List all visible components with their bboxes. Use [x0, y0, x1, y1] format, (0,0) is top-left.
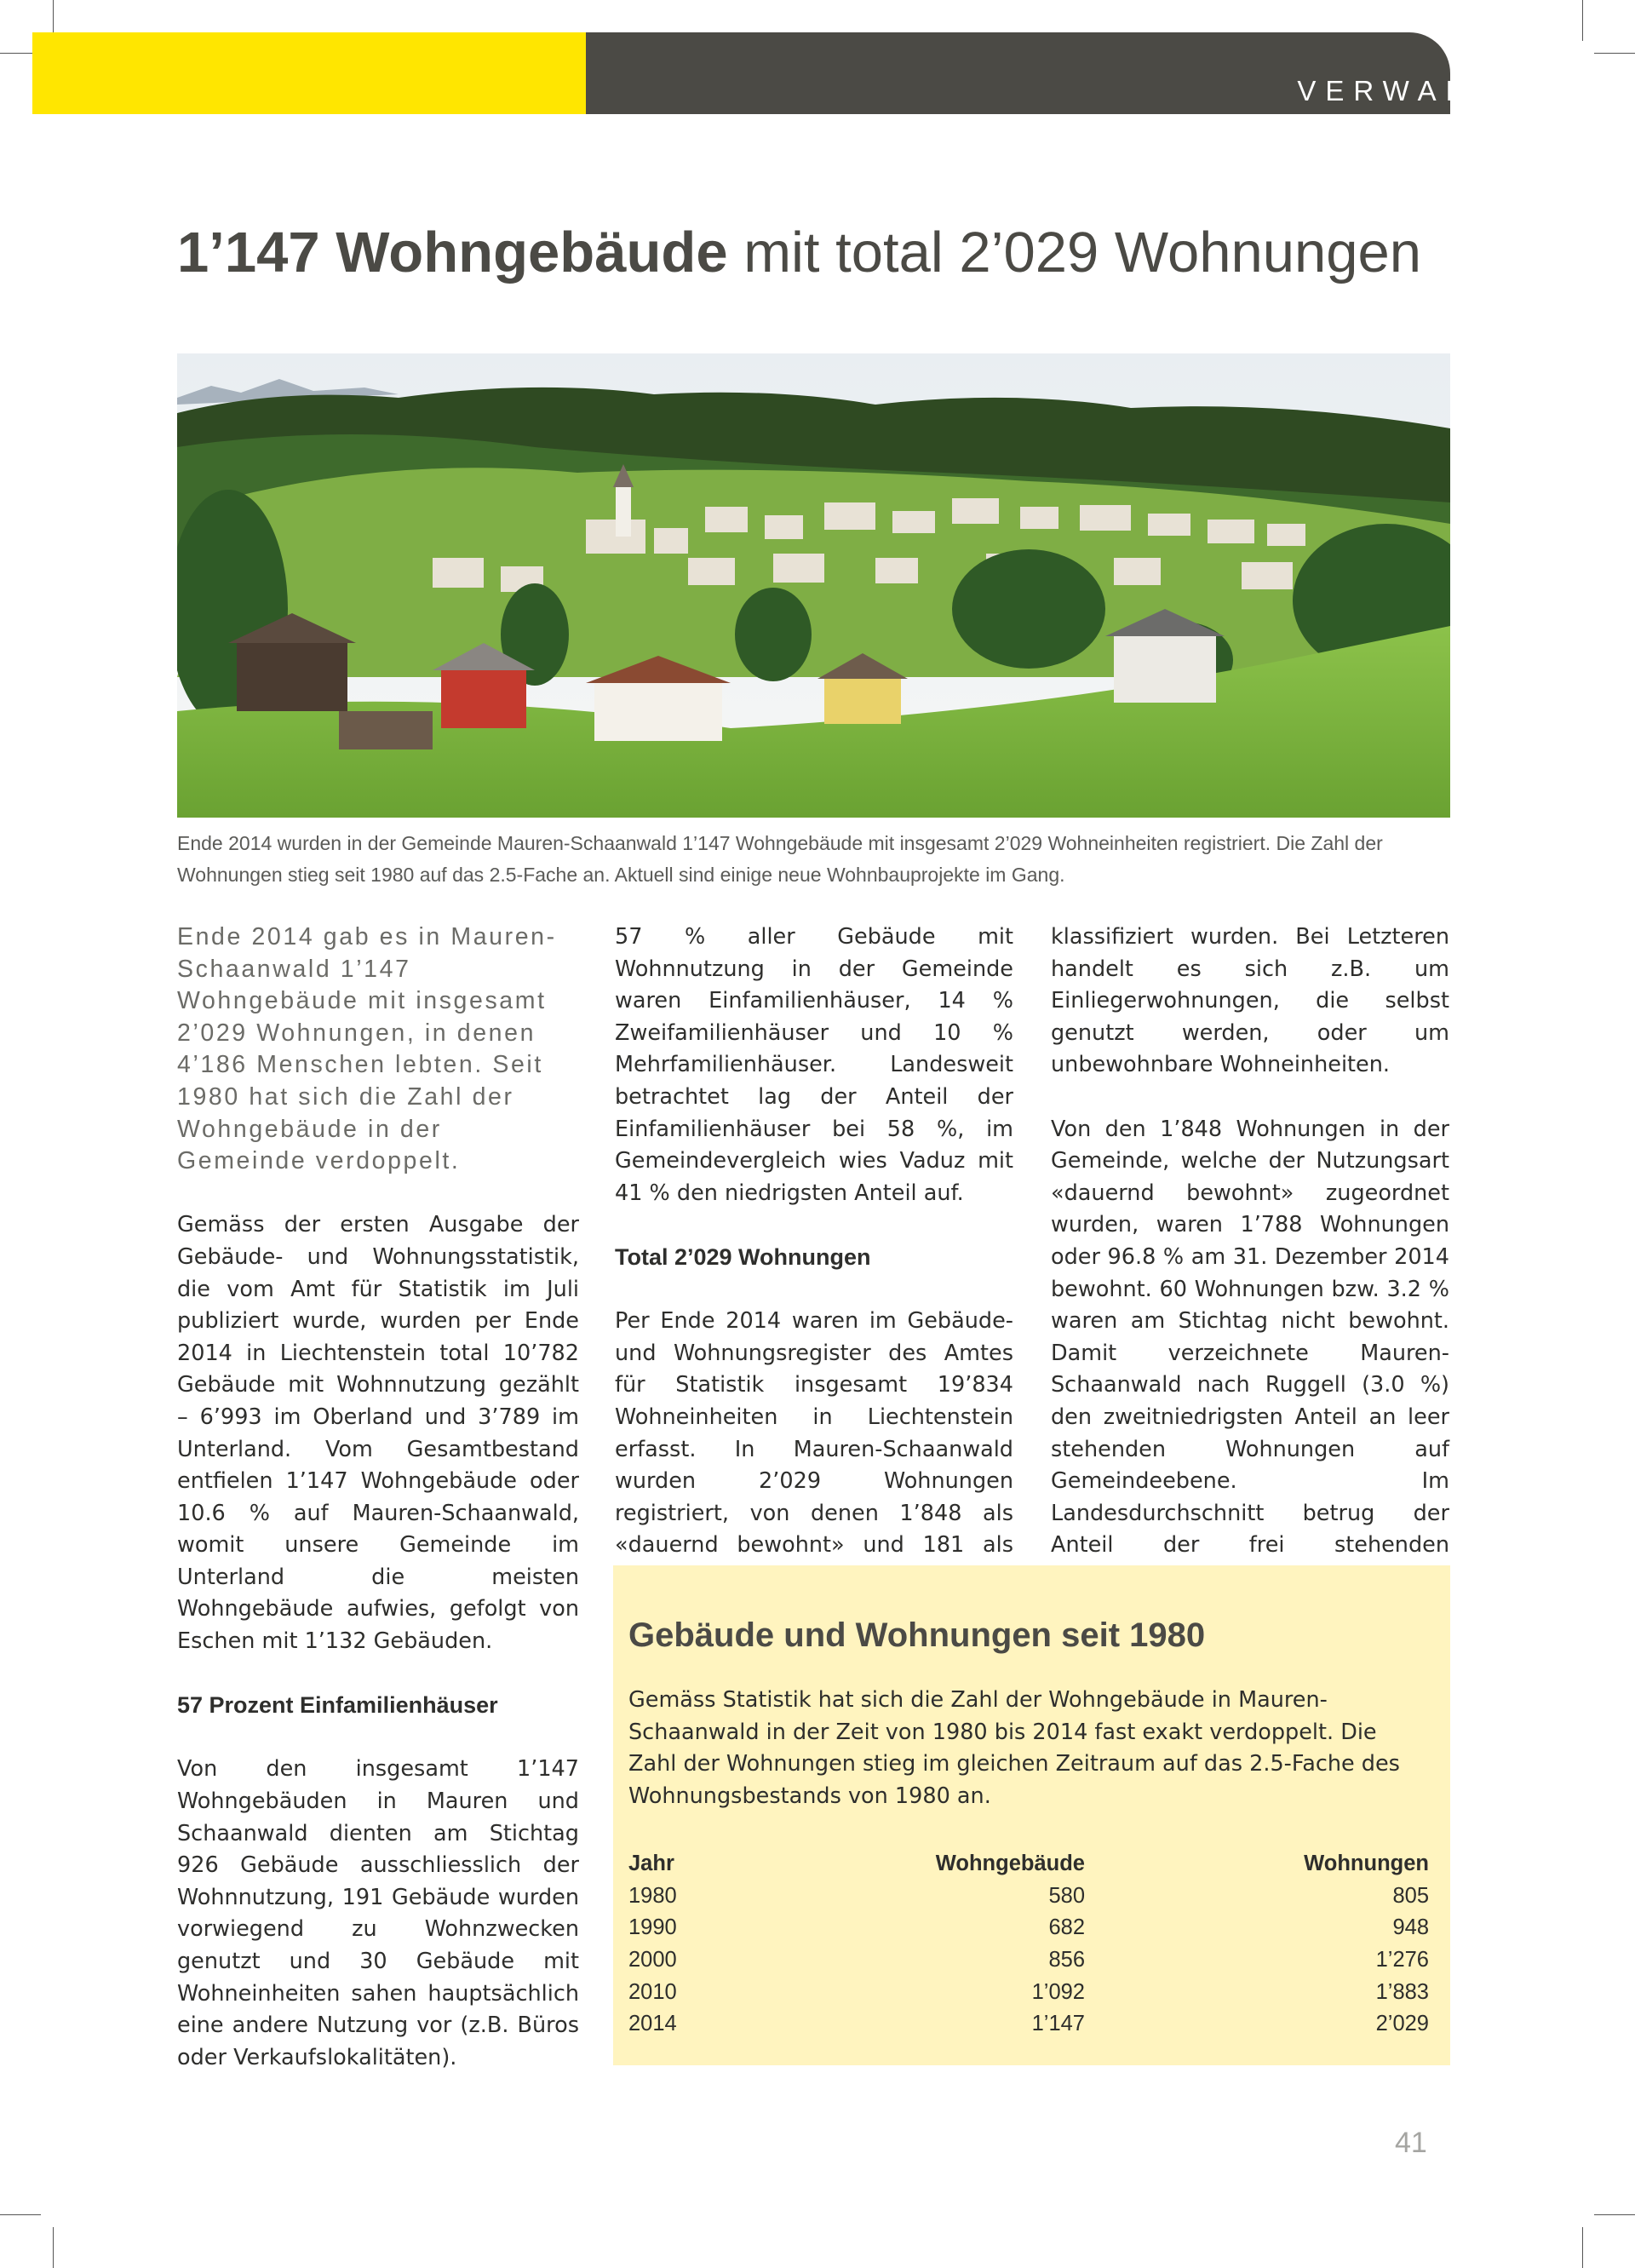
crop-mark — [1582, 2227, 1583, 2268]
cell-buildings: 580 — [1048, 1883, 1085, 1908]
cell-year: 2000 — [628, 1948, 677, 1972]
column-header-apartments: Wohnungen — [1304, 1852, 1429, 1876]
village-photo — [177, 353, 1450, 818]
section-label: VERWALTUNG — [1297, 75, 1586, 106]
cell-apartments: 805 — [1392, 1883, 1429, 1908]
article-paragraph: Gemäss der ersten Ausgabe der Gebäude- und Wohnungsstatistik, die vom Amt für Statistik im Juli publiziert wurde, wurden per Ende 2014 in Liechtenstein total 10’782 Gebäude mit Wohnnutzung gezählt – 6’993 im Oberland und 3’789 im Unterland. Vom Gesamtbestand entfielen 1’147 Wohngebäude oder 10.6 % auf Mauren-Schaanwald, womit unsere Gemeinde im Unterland die meisten Wohngebäude aufwies, gefolgt von Eschen mit 1’132 Gebäuden. — [177, 1212, 579, 1655]
article-subheading: 57 Prozent Einfamilienhäuser — [177, 1692, 498, 1719]
cell-apartments: 948 — [1392, 1915, 1429, 1940]
cell-apartments: 1’883 — [1375, 1979, 1429, 2004]
cell-apartments: 1’276 — [1375, 1948, 1429, 1972]
crop-mark — [1594, 53, 1635, 54]
cell-year: 1990 — [628, 1915, 677, 1940]
statistics-box-title: Gebäude und Wohnungen seit 1980 — [628, 1616, 1206, 1654]
article-paragraph: Von den insgesamt 1’147 Wohngebäuden in Mauren und Schaanwald dienten am Stichtag 926 Gebäude ausschliesslich der Wohnnutzung, 191 Gebäude wurden vorwiegend zu Wohnzwecken genutzt und 30 Gebäude mit Wohneinheiten sahen hauptsächlich eine andere Nutzung vor (z.B. Büros oder Verkaufslokalitäten). — [177, 1756, 579, 2070]
cell-buildings: 682 — [1048, 1915, 1085, 1940]
header-accent-bar — [32, 32, 586, 114]
article-paragraph: Von den 1’848 Wohnungen in der Gemeinde, welche der Nutzungsart «dauernd bewohnt» zugeordnet wurden, waren 1’788 Wohnungen oder 96.8 % am 31. Dezember 2014 bewohnt. 60 Wohnungen bzw. 3.2 % waren am Stichtag nicht bewohnt. Damit verzeichnete Mauren-Schaanwald nach Ruggell (3.0 %) den zweitniedrigsten Anteil an leer stehenden Wohnungen auf Gemeindeebene. Im Landesdurchschnitt betrug der Anteil der frei stehenden — [1051, 1116, 1449, 1559]
crop-mark — [0, 2214, 41, 2215]
table-row — [628, 1880, 1429, 1913]
table-row — [628, 2008, 1429, 2041]
table-row — [628, 1944, 1429, 1977]
table-row — [628, 1976, 1429, 2008]
title-bold: 1’147 Wohngebäude — [177, 221, 728, 284]
column-header-buildings: Wohngebäude — [935, 1852, 1085, 1876]
cell-buildings: 1’147 — [1031, 2012, 1085, 2036]
article-column-2 — [615, 922, 1013, 1593]
article-column-3 — [1051, 922, 1449, 1593]
article-paragraph: klassifiziert wurden. Bei Letzteren handelt es sich z.B. um Einliegerwohnungen, die selbst genutzt werden, oder um unbewohnbare Wohneinheiten. — [1051, 924, 1449, 1078]
table-header-row — [628, 1848, 1429, 1880]
article-column-1 — [177, 922, 579, 2074]
cell-year: 2014 — [628, 2012, 677, 2036]
article-paragraph: Per Ende 2014 waren im Gebäude- und Wohnungsregister des Amtes für Statistik insgesamt 19’834 Wohneinheiten in Liechtenstein erfasst. In Mauren-Schaanwald wurden 2’029 Wohnungen registriert, von denen 1’848 als «dauernd bewohnt» und 181 als — [615, 1308, 1013, 1559]
table-row — [628, 1912, 1429, 1944]
page-number: 41 — [1395, 2127, 1427, 2159]
cell-year: 1980 — [628, 1883, 677, 1908]
crop-mark — [53, 2227, 54, 2268]
article-paragraph: 57 % aller Gebäude mit Wohnnutzung in der Gemeinde waren Einfamilienhäuser, 14 % Zweifamilienhäuser und 10 % Mehrfamilienhäuser. Landesweit betrachtet lag der Anteil der Einfamilienhäuser bei 58 %, im Gemeindevergleich wies Vaduz mit 41 % den niedrigsten Anteil auf. — [615, 924, 1013, 1206]
article-subheading: Total 2’029 Wohnungen — [615, 1243, 871, 1270]
cell-buildings: 856 — [1048, 1948, 1085, 1972]
title-rest: mit total 2’029 Wohnungen — [727, 221, 1422, 284]
statistics-box-intro: Gemäss Statistik hat sich die Zahl der Wohngebäude in Mauren-Schaanwald in der Zeit von 1980 bis 2014 fast exakt verdoppelt. Die Zahl der Wohnungen stieg im gleichen Zeitraum auf das 2.5-Fache des Wohnungsbestands von 1980 an. — [628, 1687, 1400, 1809]
cell-apartments: 2’029 — [1375, 2012, 1429, 2036]
crop-mark — [1594, 2214, 1635, 2215]
photo-caption: Ende 2014 wurden in der Gemeinde Mauren-Schaanwald 1’147 Wohngebäude mit insgesamt 2’029 Wohneinheiten registriert. Die Zahl der Wohnungen stieg seit 1980 auf das 2.5-Fache an. Aktuell sind einige neue Wohnbauprojekte im Gang. — [177, 832, 1383, 886]
cell-year: 2010 — [628, 1979, 677, 2004]
statistics-table — [628, 1848, 1429, 2041]
column-header-year: Jahr — [628, 1852, 674, 1876]
page-title — [177, 220, 1421, 285]
cell-buildings: 1’092 — [1031, 1979, 1085, 2004]
article-lead: Ende 2014 gab es in Mauren-Schaanwald 1’147 Wohngebäude mit insgesamt 2’029 Wohnungen, in denen 4’186 Menschen lebten. Seit 1980 hat sich die Zahl der Wohngebäude in der Gemeinde verdoppelt. — [177, 923, 557, 1175]
statistics-box — [613, 1565, 1450, 2065]
crop-mark — [1582, 0, 1583, 41]
